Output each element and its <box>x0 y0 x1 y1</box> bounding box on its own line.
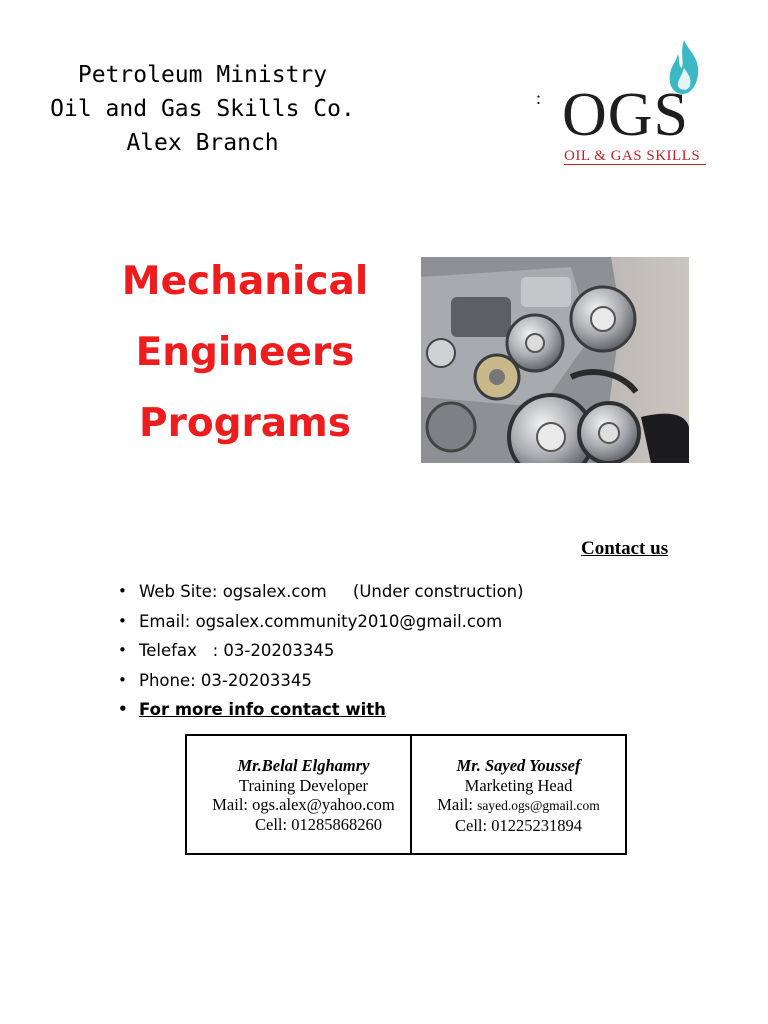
person-role: Marketing Head <box>464 775 573 795</box>
title-line-2: Engineers <box>135 330 355 375</box>
person-name: Mr.Belal Elghamry <box>237 756 370 775</box>
org-line-company: Oil and Gas Skills Co. <box>50 96 355 122</box>
email-text: Email: ogsalex.community2010@gmail.com <box>139 611 503 631</box>
person-cell: Cell: 01225231894 <box>455 815 582 835</box>
person-mail <box>197 795 410 815</box>
website-text: Web Site: ogsalex.com (Under construction) <box>139 582 524 601</box>
engine-photo <box>421 257 689 463</box>
contact-item-more-info <box>118 695 524 725</box>
organization-header <box>40 58 365 160</box>
mail-label: Mail: <box>212 795 249 814</box>
bullet-icon: • <box>118 641 127 659</box>
telefax-text: Telefax : 03-20203345 <box>139 641 335 660</box>
contact-person-belal <box>187 736 412 853</box>
bullet-icon: • <box>118 700 128 718</box>
program-title <box>95 246 395 459</box>
org-line-branch: Alex Branch <box>126 130 279 156</box>
contact-item-telefax <box>118 636 524 666</box>
person-name: Mr. Sayed Youssef <box>456 756 581 775</box>
person-mail <box>412 795 625 816</box>
contact-item-website <box>118 577 524 607</box>
person-role: Training Developer <box>238 775 369 795</box>
logo-colon: : <box>536 88 542 108</box>
mail-label: Mail: <box>437 795 473 814</box>
ogs-logo <box>560 36 710 171</box>
logo-underline <box>564 164 706 165</box>
contact-persons-table <box>185 734 627 855</box>
contact-item-phone <box>118 666 524 696</box>
logo-letters: OGS <box>562 81 690 149</box>
mail-address: ogs.alex@yahoo.com <box>252 795 395 814</box>
contact-heading: Contact us <box>581 538 669 559</box>
logo-tagline: OIL & GAS SKILLS <box>564 148 701 164</box>
mail-address: sayed.ogs@gmail.com <box>477 798 600 813</box>
title-line-1: Mechanical <box>121 259 369 304</box>
contact-item-email <box>118 607 524 637</box>
bullet-icon: • <box>118 611 127 630</box>
contact-person-sayed <box>412 736 625 853</box>
more-info-text: For more info contact with <box>139 700 386 719</box>
title-line-3: Programs <box>139 401 351 446</box>
bullet-icon: • <box>118 582 127 600</box>
bullet-icon: • <box>118 670 127 689</box>
person-cell: Cell: 01285868260 <box>255 814 382 834</box>
contact-list <box>118 577 524 725</box>
phone-text: Phone: 03-20203345 <box>139 670 312 690</box>
org-line-ministry: Petroleum Ministry <box>77 62 328 88</box>
